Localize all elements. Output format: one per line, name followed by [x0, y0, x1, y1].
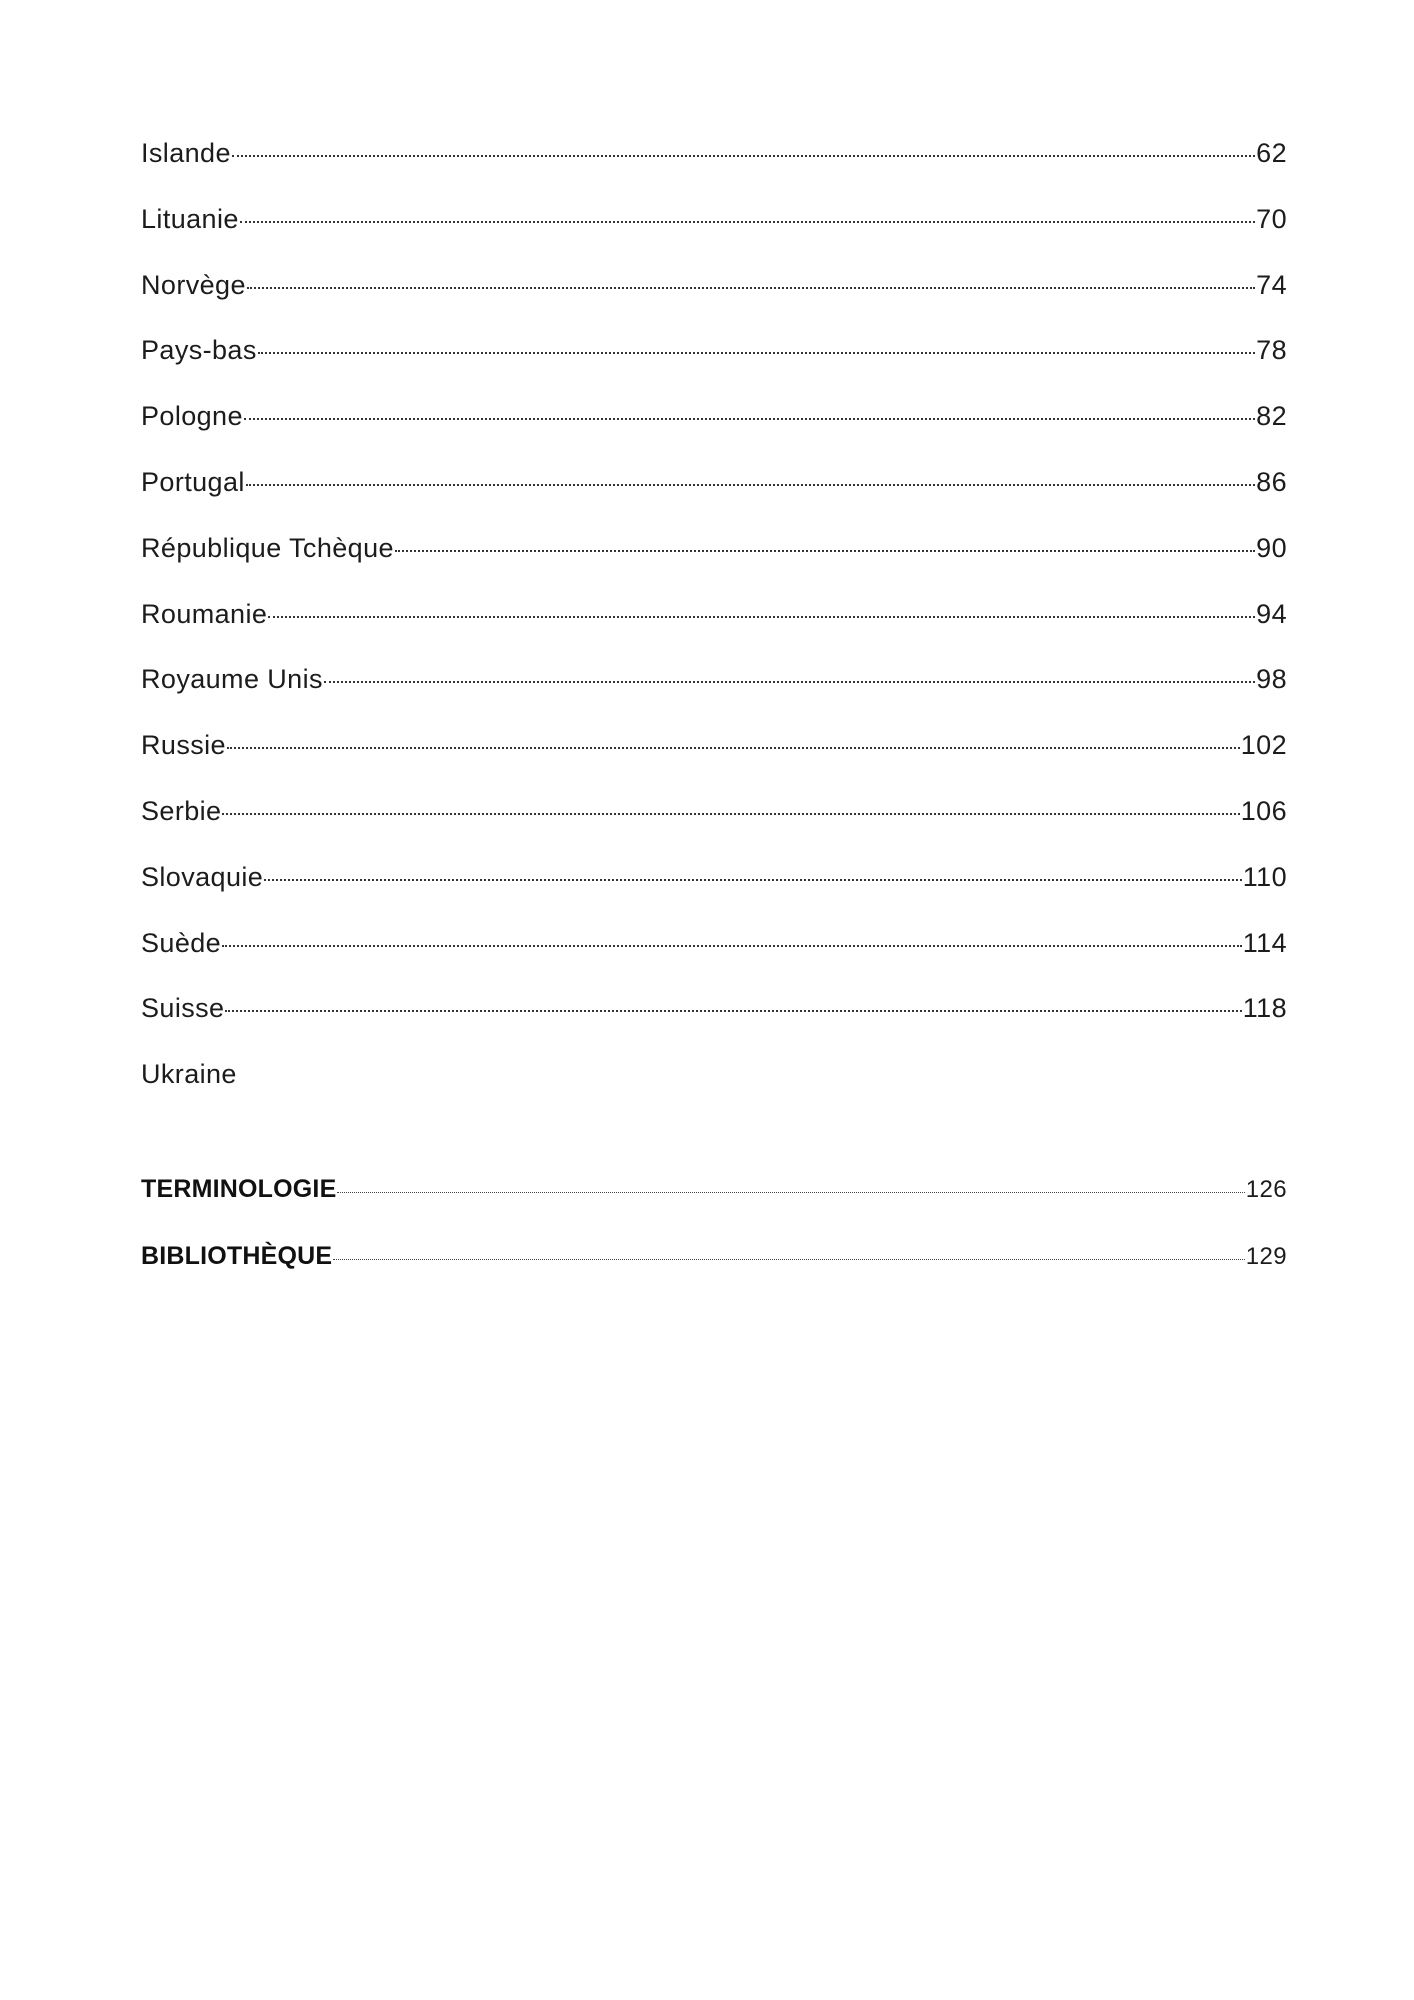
toc-entry-pologne[interactable] — [141, 401, 1287, 467]
toc-entry-serbie[interactable] — [141, 796, 1287, 862]
toc-section-label: BIBLIOTHÈQUE — [141, 1241, 333, 1270]
toc-entry-page: 106 — [1240, 795, 1287, 826]
dot-leader — [232, 155, 1255, 157]
dot-leader — [246, 484, 1255, 486]
toc-entry-page: 86 — [1256, 466, 1287, 497]
toc-entry-lituanie[interactable] — [141, 204, 1287, 270]
toc-entry-page: 118 — [1242, 993, 1287, 1024]
toc-entry-bibliotheque[interactable] — [141, 1242, 1287, 1309]
dot-leader — [222, 945, 1242, 947]
section-spacer — [141, 1125, 1287, 1175]
toc-entry-label: Serbie — [141, 795, 222, 826]
toc-entry-label: Russie — [141, 730, 226, 761]
toc-entry-label: Pologne — [141, 401, 243, 432]
toc-entry-royaume-unis[interactable] — [141, 664, 1287, 730]
dot-leader — [227, 747, 1240, 749]
toc-entry-label: Slovaquie — [141, 861, 264, 892]
toc-entry-label: Norvège — [141, 269, 246, 300]
toc-entry-label: Islande — [141, 138, 231, 168]
dot-leader — [337, 1192, 1244, 1193]
toc-entry-page: 114 — [1242, 927, 1287, 958]
toc-entry-roumanie[interactable] — [141, 599, 1287, 665]
dot-leader — [247, 287, 1255, 289]
dot-leader — [225, 1010, 1241, 1012]
toc-entry-ukraine[interactable] — [141, 1059, 1287, 1125]
toc-entry-terminologie[interactable] — [141, 1175, 1287, 1242]
dot-leader — [324, 681, 1255, 683]
toc-entry-label: Royaume Unis — [141, 664, 323, 695]
toc-entry-page: 90 — [1256, 532, 1287, 563]
toc-section-page: 126 — [1245, 1175, 1287, 1203]
toc-entry-page: 74 — [1256, 269, 1287, 300]
dot-leader — [258, 352, 1255, 354]
toc-entry-islande[interactable] — [141, 138, 1287, 204]
toc-entry-label: Suède — [141, 927, 222, 958]
toc-entry-republique-tcheque[interactable] — [141, 533, 1287, 599]
toc-entry-portugal[interactable] — [141, 467, 1287, 533]
dot-leader — [222, 813, 1239, 815]
toc-section-label: TERMINOLOGIE — [141, 1174, 337, 1203]
dot-leader — [268, 616, 1255, 618]
table-of-contents — [141, 138, 1287, 1309]
toc-entry-page: 110 — [1242, 861, 1287, 892]
dot-leader — [240, 221, 1255, 223]
toc-entry-suisse[interactable] — [141, 993, 1287, 1059]
toc-entry-label: Portugal — [141, 466, 245, 497]
dot-leader — [395, 550, 1255, 552]
dot-leader — [264, 879, 1242, 881]
toc-entry-pays-bas[interactable] — [141, 335, 1287, 401]
toc-entry-label: Suisse — [141, 993, 225, 1024]
toc-entry-slovaquie[interactable] — [141, 862, 1287, 928]
toc-entry-page: 78 — [1256, 335, 1287, 366]
toc-section-page: 129 — [1245, 1242, 1287, 1270]
toc-entry-norvege[interactable] — [141, 270, 1287, 336]
toc-entry-page: 98 — [1256, 664, 1287, 695]
dot-leader — [333, 1259, 1244, 1260]
toc-entry-page: 62 — [1256, 138, 1287, 168]
toc-entry-label: Roumanie — [141, 598, 268, 629]
toc-entry-label: Lituanie — [141, 203, 239, 234]
toc-entry-page: 94 — [1256, 598, 1287, 629]
toc-entry-suede[interactable] — [141, 928, 1287, 994]
dot-leader — [244, 418, 1255, 420]
toc-entry-label: République Tchèque — [141, 532, 394, 563]
toc-entry-russie[interactable] — [141, 730, 1287, 796]
toc-entry-page: 102 — [1240, 730, 1287, 761]
toc-entry-page: 82 — [1256, 401, 1287, 432]
toc-entry-label: Ukraine — [141, 1059, 237, 1090]
toc-entry-page: 70 — [1256, 203, 1287, 234]
toc-entry-label: Pays-bas — [141, 335, 257, 366]
